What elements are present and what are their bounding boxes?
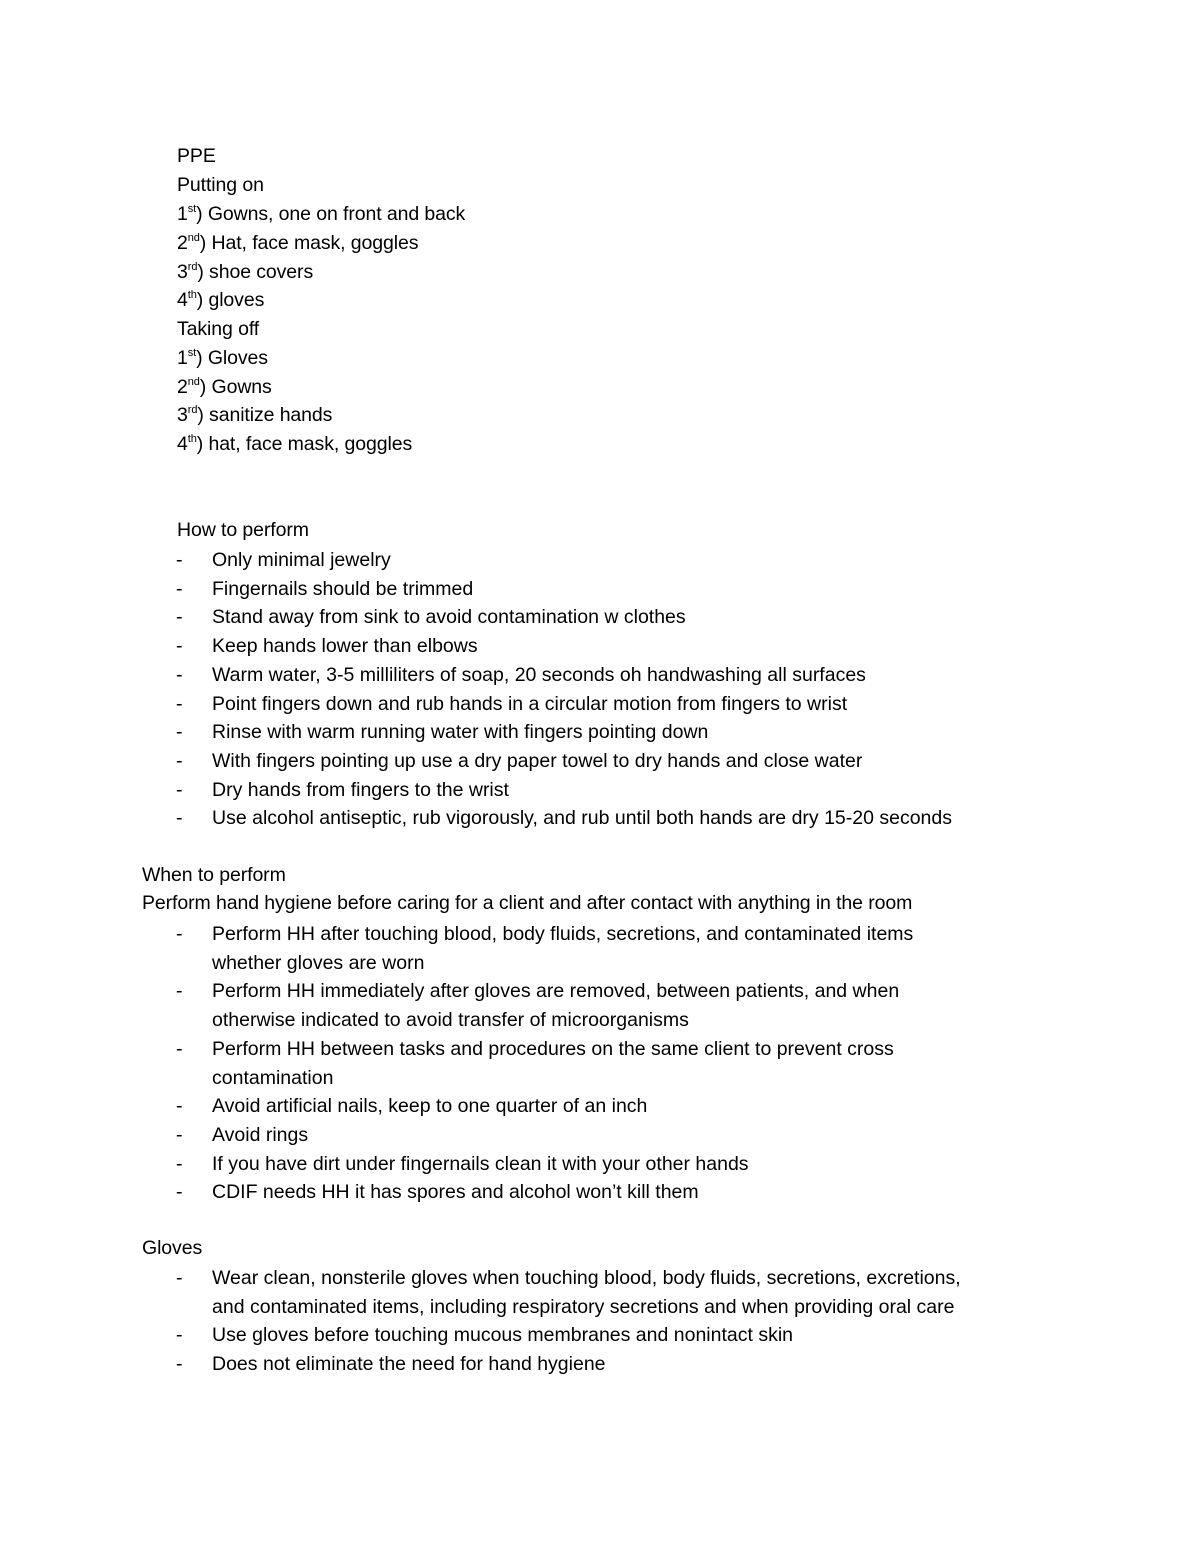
list-item: If you have dirt under fingernails clean it with your other hands	[212, 1152, 749, 1175]
bullet-dash: -	[176, 749, 183, 772]
taking-off-heading: Taking off	[177, 318, 260, 340]
bullet-dash: -	[176, 1123, 183, 1146]
bullet-dash: -	[176, 577, 183, 600]
taking-off-step: 1st) Gloves	[177, 347, 268, 369]
list-item: otherwise indicated to avoid transfer of microorganisms	[212, 1009, 689, 1032]
list-item: CDIF needs HH it has spores and alcohol won’t kill them	[212, 1181, 699, 1204]
bullet-dash: -	[176, 1324, 183, 1347]
bullet-dash: -	[176, 549, 183, 571]
list-item: Point fingers down and rub hands in a circular motion from fingers to wrist	[212, 692, 848, 715]
taking-off-step: 2nd) Gowns	[177, 376, 272, 398]
bullet-dash: -	[176, 1095, 183, 1118]
list-item: Perform HH immediately after gloves are removed, between patients, and when	[212, 980, 900, 1003]
list-item: Perform HH between tasks and procedures on the same client to prevent cross	[212, 1037, 894, 1060]
list-item: Avoid rings	[212, 1123, 309, 1146]
putting-on-step: 4th) gloves	[177, 289, 265, 311]
putting-on-step: 1st) Gowns, one on front and back	[177, 203, 466, 225]
list-item: contamination	[212, 1066, 334, 1089]
list-item: Wear clean, nonsterile gloves when touching blood, body fluids, secretions, excretions,	[212, 1267, 961, 1289]
gloves-heading: Gloves	[142, 1237, 203, 1259]
bullet-dash: -	[176, 1181, 183, 1204]
list-item: Avoid artificial nails, keep to one quarter of an inch	[212, 1095, 648, 1118]
taking-off-step: 3rd) sanitize hands	[177, 404, 333, 426]
bullet-dash: -	[176, 663, 183, 686]
bullet-dash: -	[176, 1152, 183, 1175]
list-item: Fingernails should be trimmed	[212, 577, 474, 600]
list-item: Use alcohol antiseptic, rub vigorously, and rub until both hands are dry 15-20 seconds	[212, 807, 952, 830]
list-item: Use gloves before touching mucous membranes and nonintact skin	[212, 1324, 793, 1347]
bullet-dash: -	[176, 923, 183, 945]
list-item: Perform HH after touching blood, body fluids, secretions, and contaminated items	[212, 923, 914, 945]
when-to-perform-intro: Perform hand hygiene before caring for a client and after contact with anything in the room	[142, 892, 913, 914]
bullet-dash: -	[176, 980, 183, 1003]
list-item: With fingers pointing up use a dry paper towel to dry hands and close water	[212, 749, 863, 772]
list-item: Stand away from sink to avoid contamination w clothes	[212, 606, 686, 629]
putting-on-step: 3rd) shoe covers	[177, 261, 314, 283]
bullet-dash: -	[176, 721, 183, 744]
putting-on-step: 2nd) Hat, face mask, goggles	[177, 232, 419, 254]
bullet-dash: -	[176, 807, 183, 830]
bullet-dash: -	[176, 635, 183, 658]
list-item: Keep hands lower than elbows	[212, 635, 478, 658]
list-item: Dry hands from fingers to the wrist	[212, 778, 509, 801]
how-to-perform-heading: How to perform	[177, 519, 309, 541]
bullet-dash: -	[176, 606, 183, 629]
bullet-dash: -	[176, 1037, 183, 1060]
taking-off-step: 4th) hat, face mask, goggles	[177, 433, 413, 455]
putting-on-heading: Putting on	[177, 174, 264, 196]
bullet-dash: -	[176, 778, 183, 801]
list-item: and contaminated items, including respiratory secretions and when providing oral care	[212, 1295, 955, 1318]
list-item: Does not eliminate the need for hand hygiene	[212, 1353, 606, 1376]
list-item: Only minimal jewelry	[212, 549, 391, 571]
bullet-dash: -	[176, 1267, 183, 1289]
list-item: Warm water, 3-5 milliliters of soap, 20 seconds oh handwashing all surfaces	[212, 663, 866, 686]
bullet-dash: -	[176, 692, 183, 715]
list-item: Rinse with warm running water with fingers pointing down	[212, 721, 709, 744]
ppe-title: PPE	[177, 145, 216, 167]
list-item: whether gloves are worn	[212, 951, 425, 974]
bullet-dash: -	[176, 1353, 183, 1376]
when-to-perform-heading: When to perform	[142, 864, 286, 886]
